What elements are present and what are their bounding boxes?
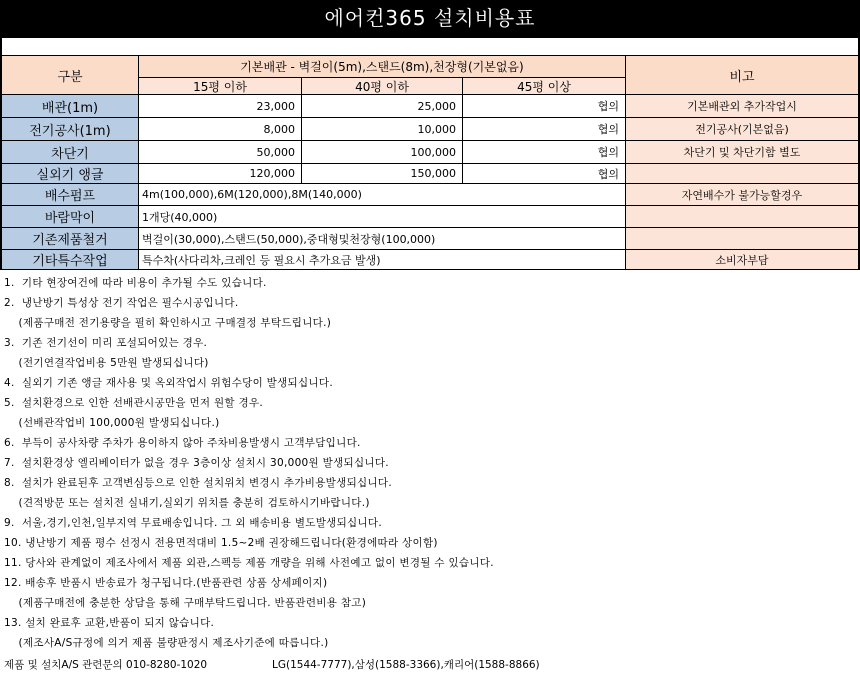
row-remark: 전기공사(기본없음) <box>626 118 858 140</box>
note-line: 3. 기존 전기선이 미리 포설되어있는 경우. <box>4 337 208 349</box>
header-remarks: 비고 <box>626 56 858 94</box>
note-line: 10. 냉난방기 제품 평수 선정시 전용면적대비 1.5~2배 권장해드립니다(환경에따라 상이함) <box>4 537 438 549</box>
note-line: (제품구매전 전기용량을 필히 확인하시고 구매결정 부탁드립니다.) <box>4 317 332 329</box>
note-line: 1. 기타 현장여건에 따라 비용이 추가될 수도 있습니다. <box>4 277 267 289</box>
row-label: 배관(1m) <box>2 95 138 117</box>
row-remark: 자연배수가 불가능할경우 <box>626 184 858 205</box>
price-15: 23,000 <box>139 95 301 117</box>
price-40: 25,000 <box>302 95 462 117</box>
footer-contact: 제품 및 설치A/S 관련문의 010-8280-1020 <box>4 659 208 671</box>
row-remark: 차단기 및 차단기함 별도 <box>626 141 858 163</box>
row-value: 4m(100,000),6M(120,000),8M(140,000) <box>139 184 625 205</box>
row-label: 바람막이 <box>2 206 138 227</box>
note-line: (전기연결작업비용 5만원 발생되십니다) <box>4 357 209 369</box>
page-title: 에어컨365 설치비용표 <box>0 0 860 37</box>
row-remark: 소비자부담 <box>626 250 858 269</box>
price-15: 120,000 <box>139 164 301 183</box>
row-remark: 기본배관외 추가작업시 <box>626 95 858 117</box>
row-label: 기존제품철거 <box>2 228 138 249</box>
row-label: 기타특수작업 <box>2 250 138 269</box>
note-line: 13. 설치 완료후 교환,반품이 되지 않습니다. <box>4 617 215 629</box>
price-15: 50,000 <box>139 141 301 163</box>
row-remark <box>626 206 858 227</box>
row-label: 차단기 <box>2 141 138 163</box>
row-label: 전기공사(1m) <box>2 118 138 140</box>
row-remark <box>626 164 858 183</box>
row-remark <box>626 228 858 249</box>
header-col-40: 40평 이하 <box>302 78 462 94</box>
price-40: 150,000 <box>302 164 462 183</box>
price-40: 10,000 <box>302 118 462 140</box>
note-line: 12. 배송후 반품시 반송료가 청구됩니다.(반품관련 상품 상세페이지) <box>4 577 328 589</box>
price-15: 8,000 <box>139 118 301 140</box>
row-value: 특수차(사다리차,크레인 등 필요시 추가요금 발생) <box>139 250 625 269</box>
footer-brands: LG(1544-7777),삼성(1588-3366),캐리어(1588-8866) <box>272 659 540 671</box>
row-label: 배수펌프 <box>2 184 138 205</box>
note-line: (견적방문 또는 설치전 실내기,실외기 위치를 충분히 검토하시기바랍니다.) <box>4 497 370 509</box>
price-40: 100,000 <box>302 141 462 163</box>
header-col-15: 15평 이하 <box>139 78 301 94</box>
price-45: 협의 <box>463 141 625 163</box>
price-45: 협의 <box>463 164 625 183</box>
note-line: 6. 부득이 공사차량 주차가 용이하지 않아 주차비용발생시 고객부담입니다. <box>4 437 361 449</box>
note-line: 9. 서울,경기,인천,일부지역 무료배송입니다. 그 외 배송비용 별도발생되십니다. <box>4 517 383 529</box>
row-value: 벽걸이(30,000),스탠드(50,000),중대형및천장형(100,000) <box>139 228 625 249</box>
note-line: (선배관작업비 100,000원 발생되십니다.) <box>4 417 220 429</box>
price-45: 협의 <box>463 95 625 117</box>
notes-section <box>0 270 860 675</box>
row-label: 실외기 앵글 <box>2 164 138 183</box>
note-line: 5. 설치환경으로 인한 선배관시공만을 먼저 원할 경우. <box>4 397 264 409</box>
note-line: 11. 당사와 관계없이 제조사에서 제품 외관,스펙등 제품 개량을 위해 사전예고 없이 변경될 수 있습니다. <box>4 557 494 569</box>
header-category: 구분 <box>2 56 138 94</box>
note-line: 4. 실외기 기존 앵글 재사용 및 옥외작업시 위험수당이 발생되십니다. <box>4 377 333 389</box>
note-line: (제조사A/S규정에 의거 제품 불량판정시 제조사기준에 따릅니다.) <box>4 637 329 649</box>
note-line: (제품구매전에 충분한 상담을 통해 구매부탁드립니다. 반품관련비용 참고) <box>4 597 367 609</box>
row-value: 1개당(40,000) <box>139 206 625 227</box>
title-spacer <box>2 38 858 55</box>
header-col-45: 45평 이상 <box>463 78 625 94</box>
note-line: 2. 냉난방기 특성상 전기 작업은 필수시공입니다. <box>4 297 239 309</box>
note-line: 7. 설치환경상 엘리베이터가 없을 경우 3층이상 설치시 30,000원 발생되십니다. <box>4 457 389 469</box>
header-group: 기본배관 - 벽걸이(5m),스탠드(8m),천장형(기본없음) <box>139 56 625 77</box>
note-line: 8. 설치가 완료된후 고객변심등으로 인한 설치위치 변경시 추가비용발생되십니다. <box>4 477 392 489</box>
price-45: 협의 <box>463 118 625 140</box>
